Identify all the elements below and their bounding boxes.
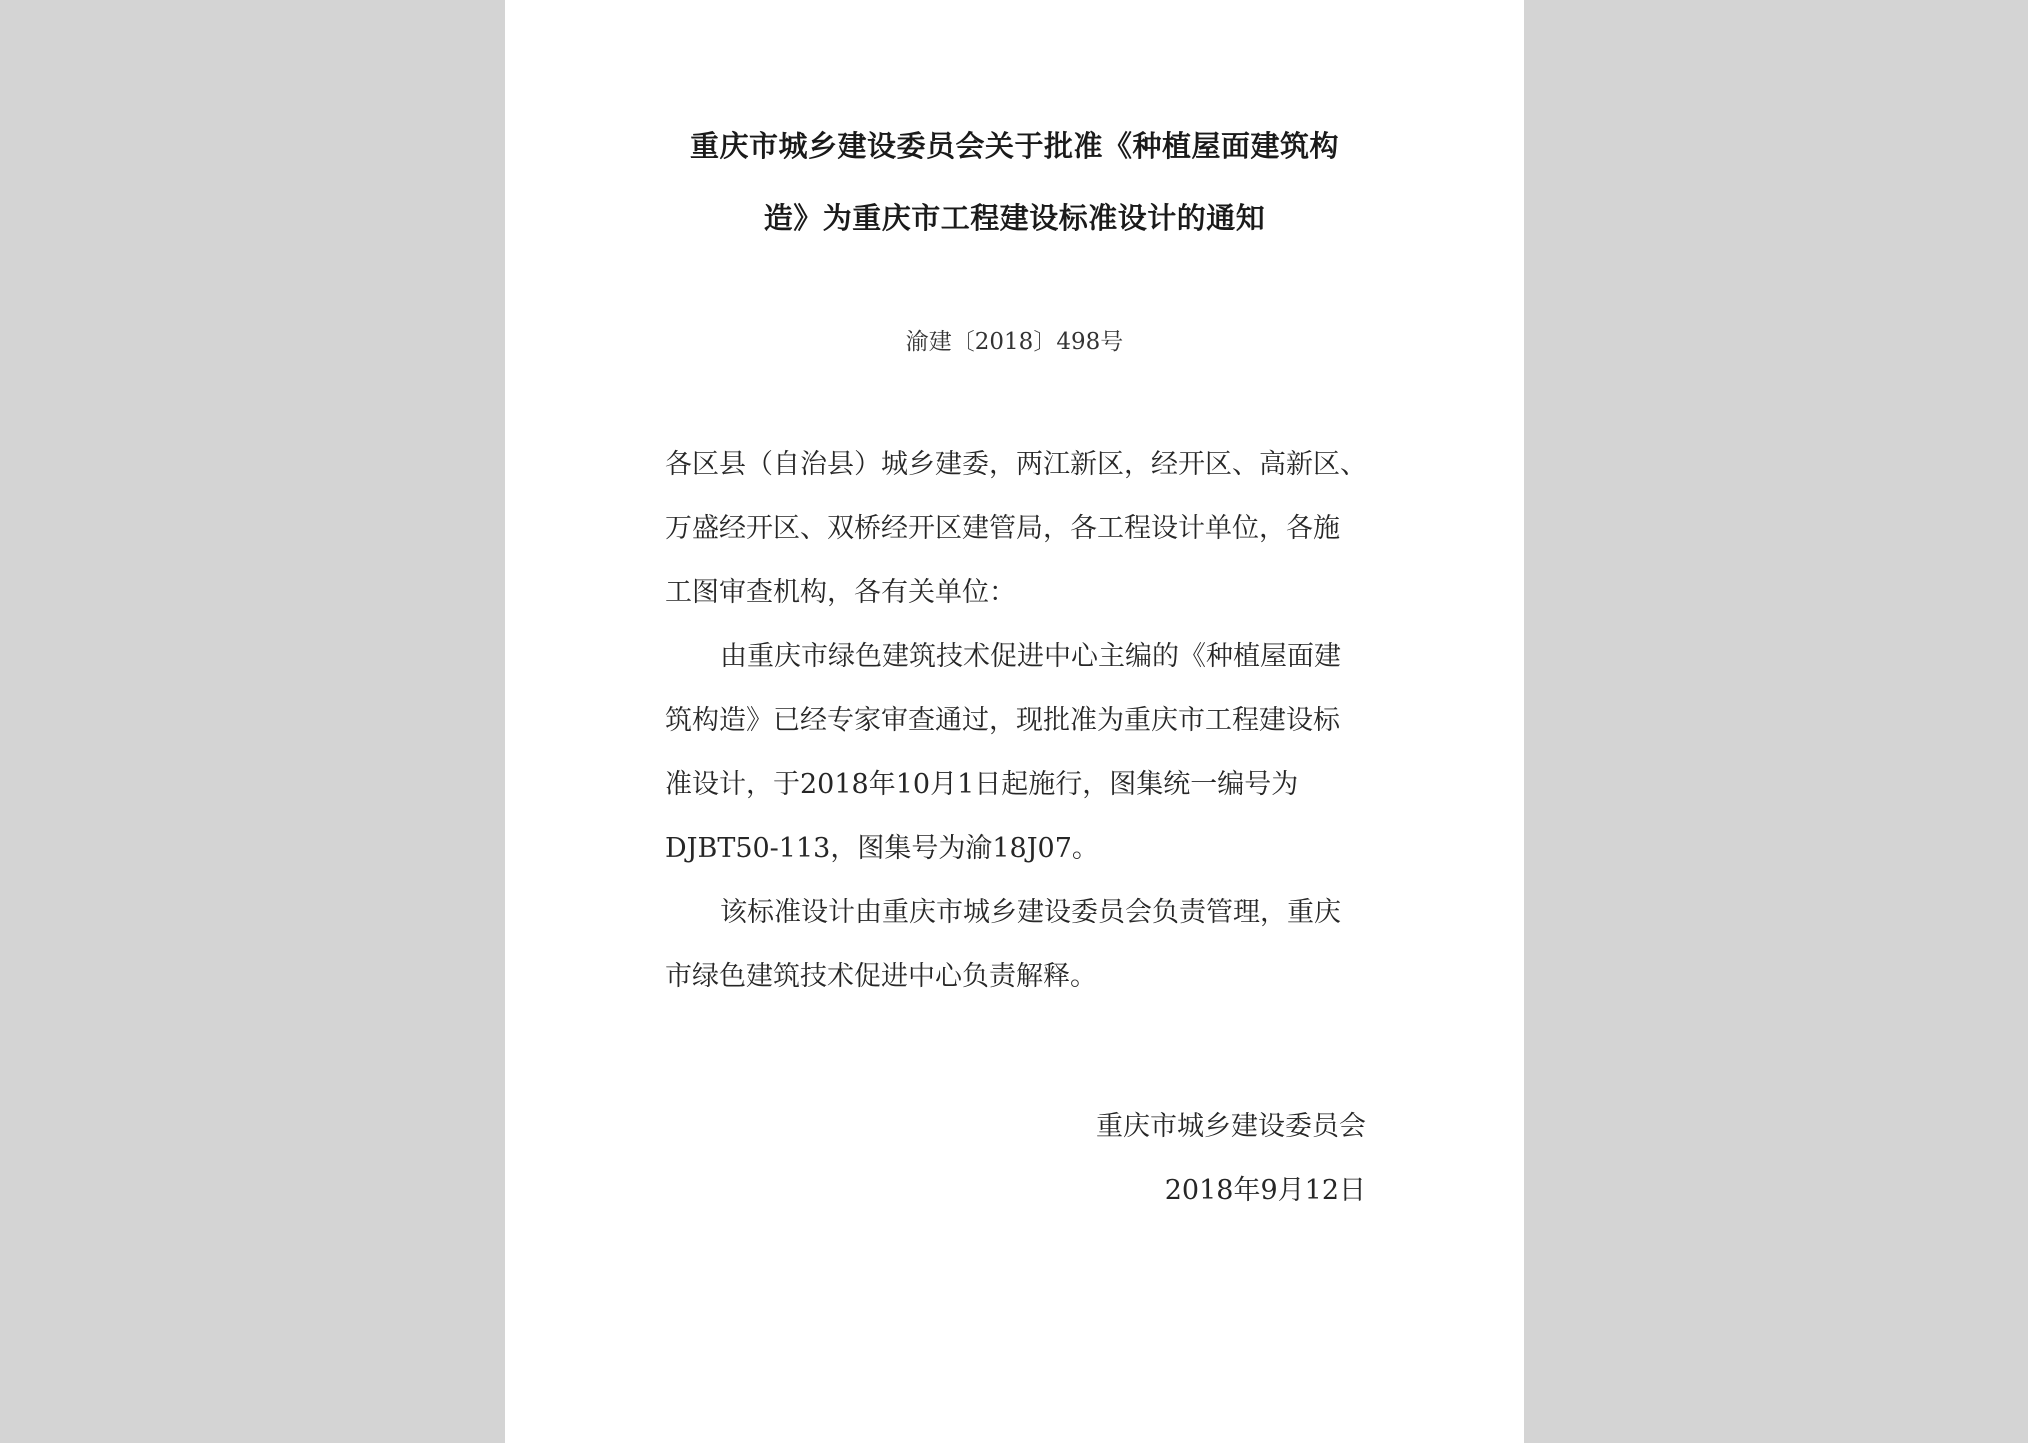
paragraph-2-line-2: 市绿色建筑技术促进中心负责解释。 — [665, 961, 1097, 992]
document-title-line-1: 重庆市城乡建设委员会关于批准《种植屋面建筑构 — [689, 129, 1339, 163]
document-title-line-2: 造》为重庆市工程建设标准设计的通知 — [763, 201, 1266, 235]
document-number: 渝建〔2018〕498号 — [905, 329, 1124, 355]
paragraph-2-line-1: 该标准设计由重庆市城乡建设委员会负责管理，重庆 — [720, 897, 1341, 928]
signature-issuer: 重庆市城乡建设委员会 — [1096, 1111, 1366, 1142]
paragraph-1-line-4: DJBT50-113，图集号为渝18J07。 — [665, 833, 1099, 864]
paragraph-1-line-2: 筑构造》已经专家审查通过，现批准为重庆市工程建设标 — [665, 705, 1340, 736]
addressee-line-3: 工图审查机构，各有关单位： — [665, 577, 1016, 608]
addressee-line-2: 万盛经开区、双桥经开区建管局，各工程设计单位，各施 — [665, 513, 1340, 544]
paragraph-1-line-3: 准设计，于2018年10月1日起施行，图集统一编号为 — [665, 769, 1299, 800]
signature-date: 2018年9月12日 — [1164, 1175, 1366, 1206]
addressee-line-1: 各区县（自治县）城乡建委，两江新区，经开区、高新区、 — [665, 449, 1367, 480]
paragraph-1-line-1: 由重庆市绿色建筑技术促进中心主编的《种植屋面建 — [720, 641, 1341, 672]
document-page — [505, 0, 1524, 1443]
